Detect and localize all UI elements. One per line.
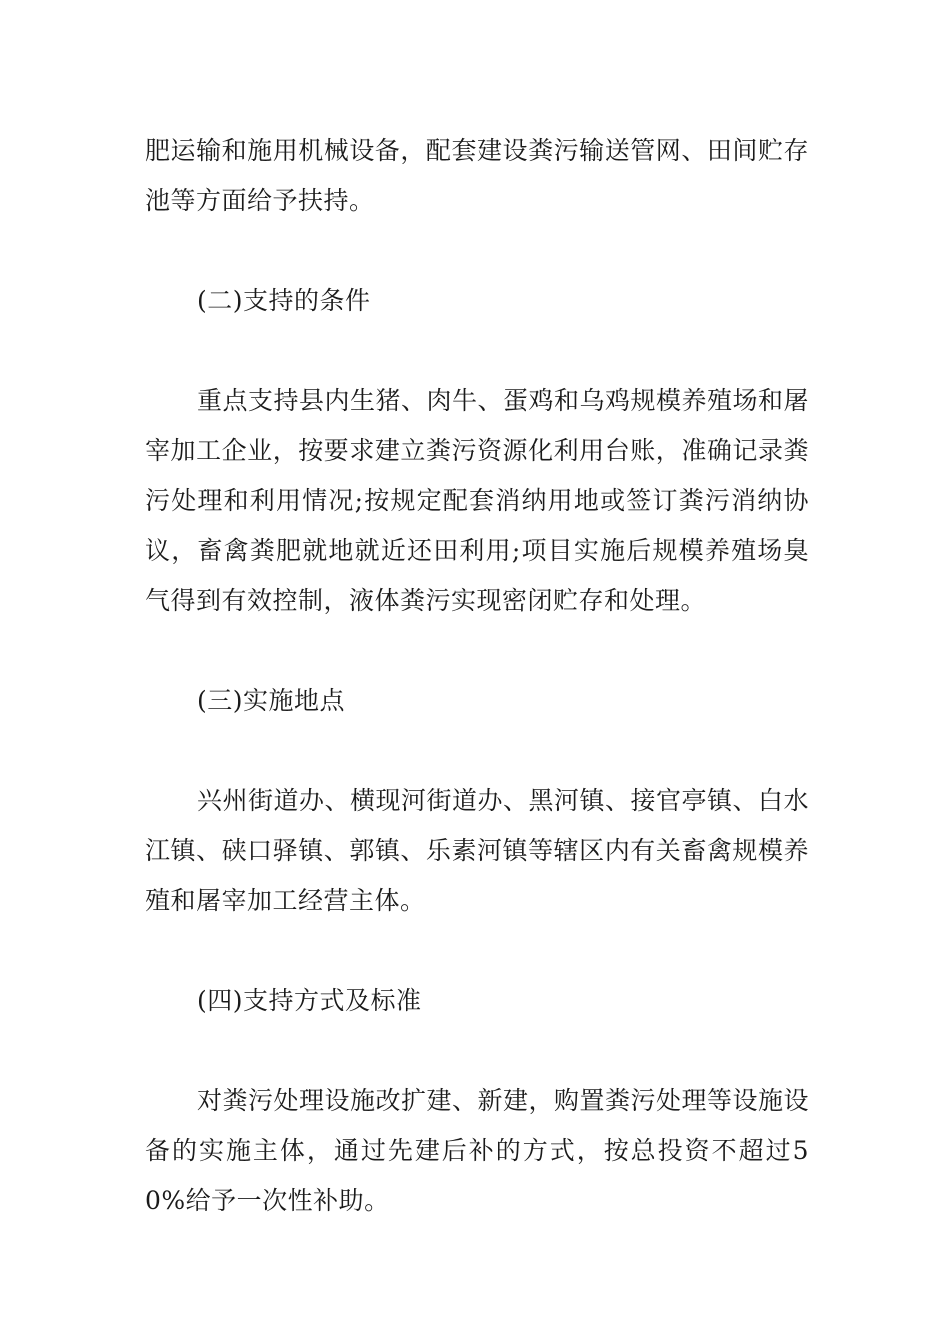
paragraph-conditions: 重点支持县内生猪、肉牛、蛋鸡和乌鸡规模养殖场和屠宰加工企业，按要求建立粪污资源化利用台账，准确记录粪污处理和利用情况;按规定配套消纳用地或签订粪污消纳协议，畜禽粪肥就地就近还田利用;项目实施后规模养殖场臭气得到有效控制，液体粪污实现密闭贮存和处理。	[145, 386, 810, 615]
section-heading-conditions: (二)支持的条件	[197, 286, 371, 315]
paragraph-support-method: 对粪污处理设施改扩建、新建，购置粪污处理等设施设备的实施主体，通过先建后补的方式，按总投资不超过50%给予一次性补助。	[145, 1086, 810, 1215]
section-heading-location: (三)实施地点	[197, 686, 346, 715]
document-body	[145, 126, 809, 1276]
paragraph-location: 兴州街道办、横现河街道办、黑河镇、接官亭镇、白水江镇、硖口驿镇、郭镇、乐素河镇等辖区内有关畜禽规模养殖和屠宰加工经营主体。	[145, 786, 810, 915]
paragraph-continuation: 肥运输和施用机械设备，配套建设粪污输送管网、田间贮存池等方面给予扶持。	[145, 136, 809, 215]
section-heading-support-method: (四)支持方式及标准	[197, 986, 422, 1015]
